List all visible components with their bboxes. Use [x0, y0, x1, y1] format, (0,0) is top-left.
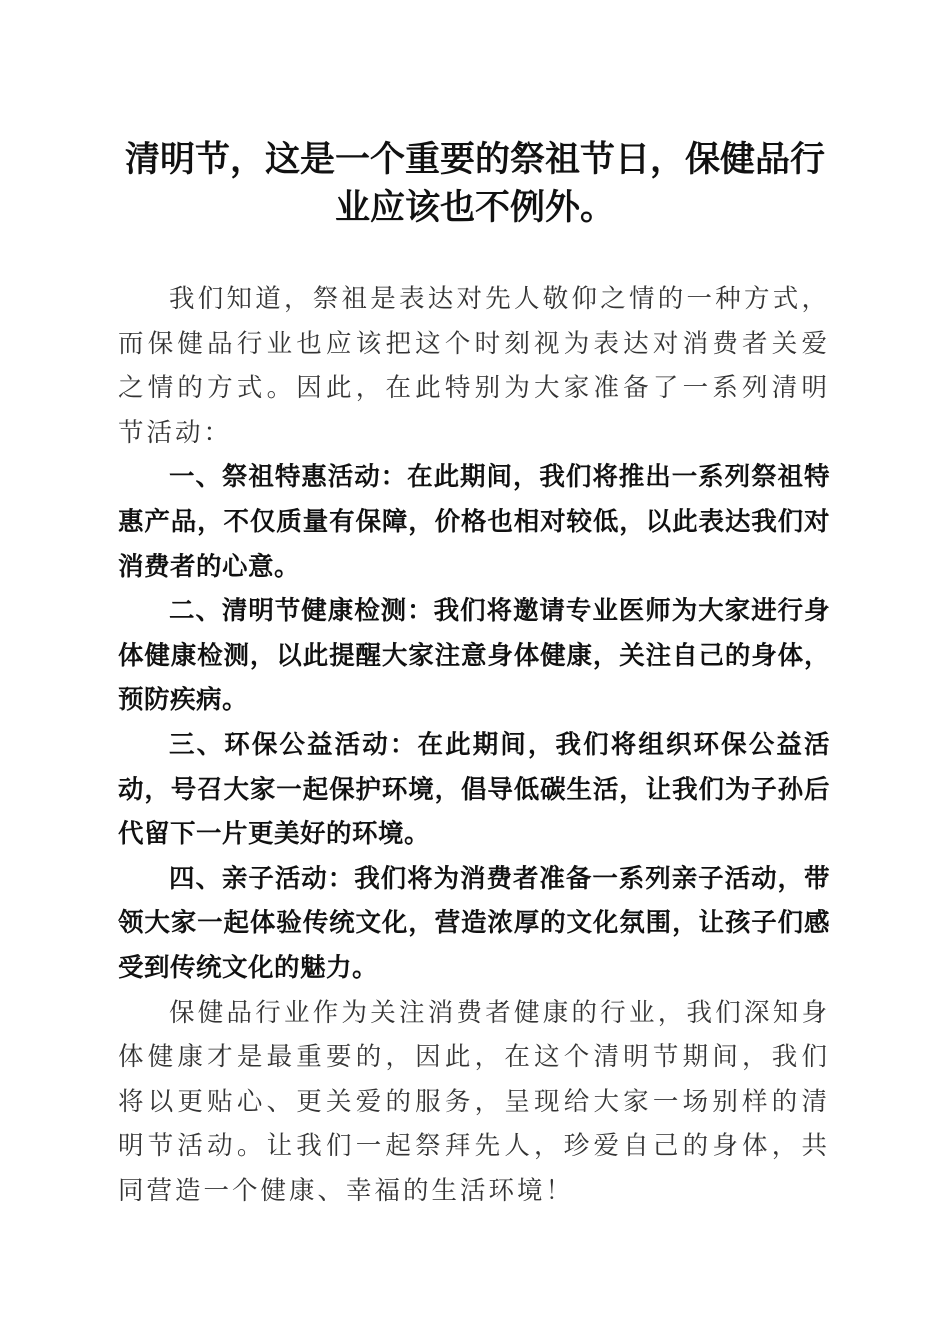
activity-item-2: 二、清明节健康检测：我们将邀请专业医师为大家进行身体健康检测，以此提醒大家注意身体健康，关注自己的身体，预防疾病。 [118, 596, 830, 716]
closing-paragraph: 保健品行业作为关注消费者健康的行业，我们深知身体健康才是最重要的，因此，在这个清明节期间，我们将以更贴心、更关爱的服务，呈现给大家一场别样的清明节活动。让我们一起祭拜先人，珍爱自己的身体，共同营造一个健康、幸福的生活环境！ [118, 997, 830, 1206]
document-title: 清明节，这是一个重要的祭祖节日，保健品行业应该也不例外。 [124, 139, 825, 228]
activity-item-1: 一、祭祖特惠活动：在此期间，我们将推出一系列祭祖特惠产品，不仅质量有保障，价格也相对较低，以此表达我们对消费者的心意。 [118, 462, 830, 582]
activity-item-4: 四、亲子活动：我们将为消费者准备一系列亲子活动，带领大家一起体验传统文化，营造浓厚的文化氛围，让孩子们感受到传统文化的魅力。 [118, 863, 830, 983]
activity-item-3: 三、环保公益活动：在此期间，我们将组织环保公益活动，号召大家一起保护环境，倡导低碳生活，让我们为子孙后代留下一片更美好的环境。 [118, 729, 830, 850]
document-body [118, 277, 830, 1213]
intro-paragraph: 我们知道，祭祖是表达对先人敬仰之情的一种方式，而保健品行业也应该把这个时刻视为表达对消费者关爱之情的方式。因此，在此特别为大家准备了一系列清明节活动： [118, 284, 830, 448]
